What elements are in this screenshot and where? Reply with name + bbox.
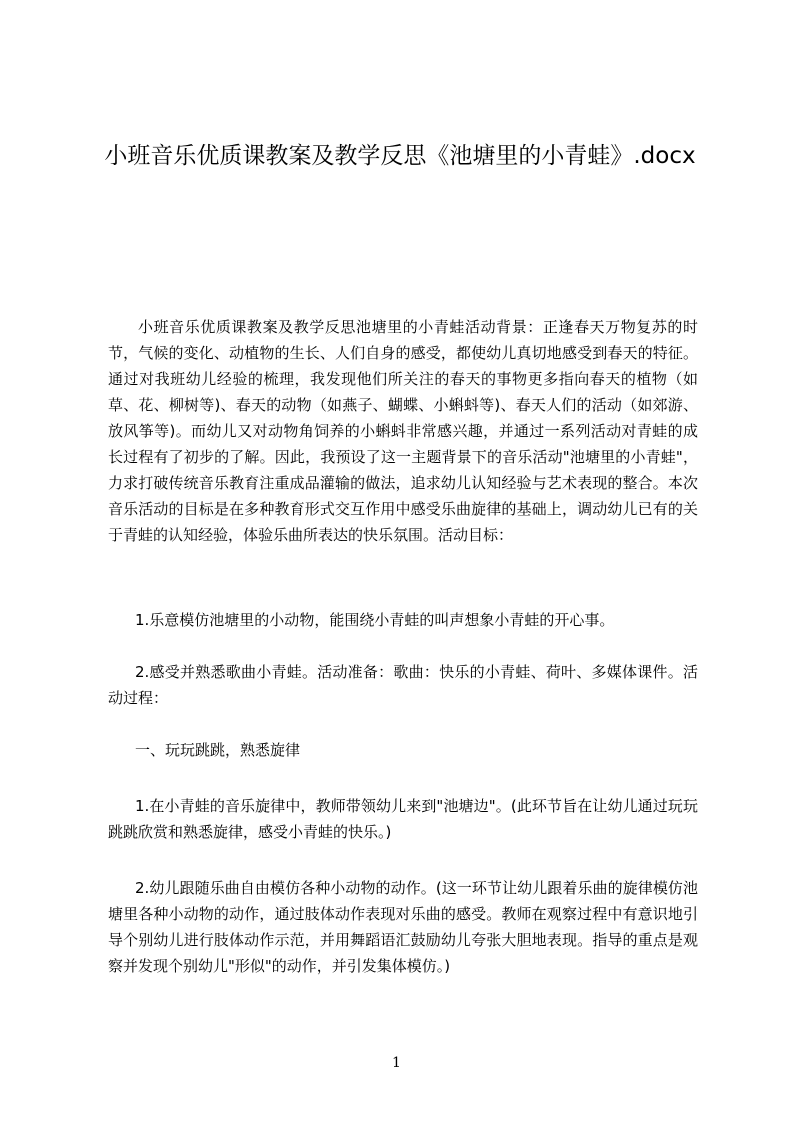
paragraph-step-1-2: 2.幼儿跟随乐曲自由模仿各种小动物的动作。(这一环节让幼儿跟着乐曲的旋律模仿池塘里各种小动物的动作，通过肢体动作表现对乐曲的感受。教师在观察过程中有意识地引导个别幼儿进行肢体动作示范，并用舞蹈语汇鼓励幼儿夸张大胆地表现。指导的重点是观察并发现个别幼儿"形似"的动作，并引发集体模仿。) [108,879,698,975]
section-heading-step-1: 一、玩玩跳跳，熟悉旋律 [135,741,301,759]
paragraph-goal-1: 1.乐意模仿池塘里的小动物，能围绕小青蛙的叫声想象小青蛙的开心事。 [135,611,615,629]
document-title: 小班音乐优质课教案及教学反思《池塘里的小青蛙》.docx [104,143,696,169]
paragraph-step-1-1: 1.在小青蛙的音乐旋律中，教师带领幼儿来到"池塘边"。(此环节旨在让幼儿通过玩玩跳跳欣赏和熟悉旋律，感受小青蛙的快乐。) [108,797,698,841]
page-number: 1 [392,1055,401,1071]
paragraph-goal-2: 2.感受并熟悉歌曲小青蛙。活动准备：歌曲：快乐的小青蛙、荷叶、多媒体课件。活动过程： [108,663,698,707]
paragraph-background: 小班音乐优质课教案及教学反思池塘里的小青蛙活动背景：正逢春天万物复苏的时节，气候的变化、动植物的生长、人们自身的感受，都使幼儿真切地感受到春天的特征。通过对我班幼儿经验的梳理，我发现他们所关注的春天的事物更多指向春天的植物（如草、花、柳树等)、春天的动物（如燕子、蝴蝶、小蝌蚪等)、春天人们的活动（如郊游、放风筝等)。而幼儿又对动物角饲养的小蝌蚪非常感兴趣，并通过一系列活动对青蛙的成长过程有了初步的了解。因此，我预设了这一主题背景下的音乐活动"池塘里的小青蛙"，力求打破传统音乐教育注重成品灌输的做法，追求幼儿认知经验与艺术表现的整合。本次音乐活动的目标是在多种教育形式交互作用中感受乐曲旋律的基础上，调动幼儿已有的关于青蛙的认知经验，体验乐曲所表达的快乐氛围。活动目标： [108,318,698,544]
